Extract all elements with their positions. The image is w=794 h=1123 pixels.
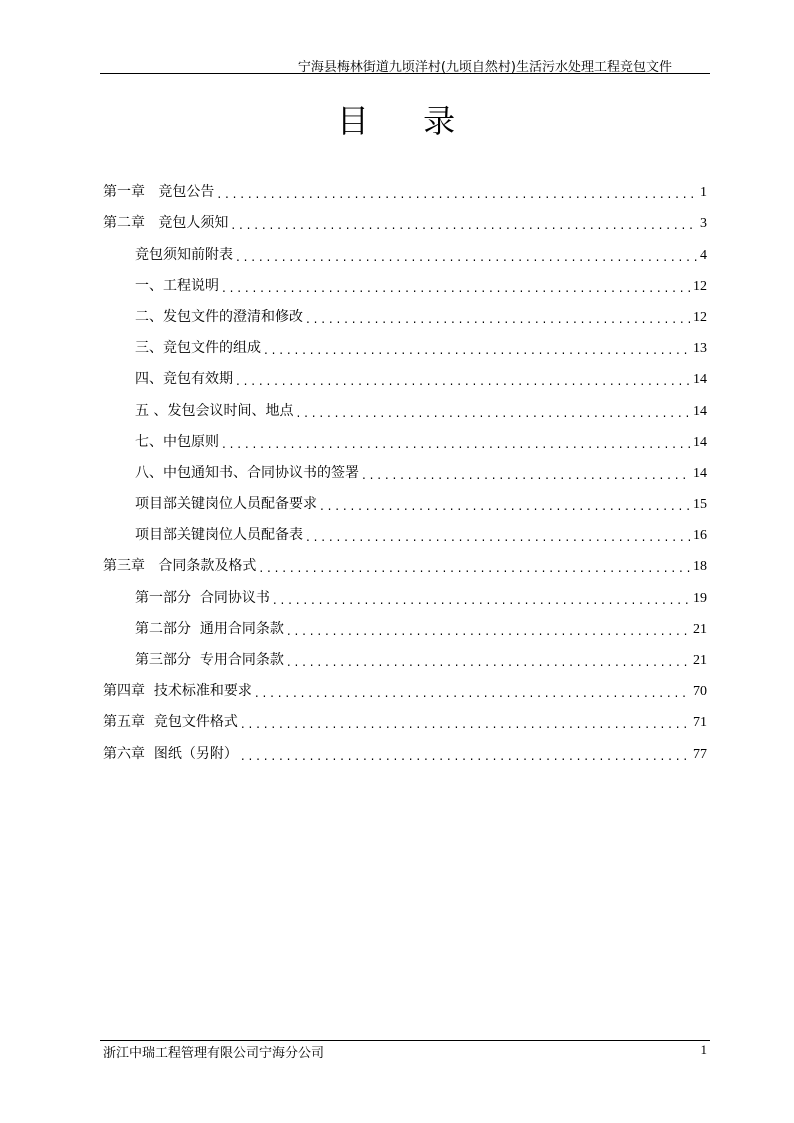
toc-leader-dots bbox=[287, 624, 690, 638]
toc-entry-label: 第一部分 合同协议书 bbox=[135, 589, 270, 606]
toc-entry[interactable] bbox=[103, 392, 707, 423]
toc-entry-page: 14 bbox=[693, 465, 707, 481]
toc-entry[interactable] bbox=[103, 330, 707, 361]
toc-leader-dots bbox=[217, 187, 697, 201]
toc-entry-page: 12 bbox=[693, 309, 707, 325]
toc-leader-dots bbox=[320, 499, 690, 513]
toc-entry[interactable] bbox=[103, 205, 707, 236]
toc-entry[interactable] bbox=[103, 517, 707, 548]
toc-leader-dots bbox=[222, 437, 690, 451]
toc-entry[interactable] bbox=[103, 579, 707, 610]
toc-leader-dots bbox=[362, 468, 690, 482]
toc-entry-label: 项目部关键岗位人员配备表 bbox=[135, 527, 303, 544]
toc-leader-dots bbox=[241, 749, 690, 763]
page-title: 目 录 bbox=[336, 102, 478, 140]
toc-entry-label: 二、发包文件的澄清和修改 bbox=[135, 308, 303, 325]
toc-entry-page: 4 bbox=[700, 247, 707, 263]
toc-leader-dots bbox=[296, 406, 690, 420]
toc-entry-label: 八、中包通知书、合同协议书的签署 bbox=[135, 464, 359, 481]
toc-entry-label: 一、工程说明 bbox=[135, 277, 219, 294]
toc-entry[interactable] bbox=[103, 673, 707, 704]
header-divider bbox=[100, 73, 710, 74]
toc-leader-dots bbox=[306, 312, 690, 326]
toc-entry[interactable] bbox=[103, 704, 707, 735]
toc-entry-label: 第四章 技术标准和要求 bbox=[103, 683, 252, 700]
toc-entry[interactable] bbox=[103, 611, 707, 642]
toc-leader-dots bbox=[273, 593, 690, 607]
toc-entry[interactable] bbox=[103, 268, 707, 299]
toc-entry-label: 项目部关键岗位人员配备要求 bbox=[135, 496, 317, 513]
toc-leader-dots bbox=[264, 343, 690, 357]
toc-entry-page: 71 bbox=[693, 715, 707, 731]
toc-entry[interactable] bbox=[103, 642, 707, 673]
toc-entry-label: 第三部分 专用合同条款 bbox=[135, 652, 284, 668]
toc-entry-label: 第二部分 通用合同条款 bbox=[135, 620, 284, 637]
footer-divider bbox=[100, 1040, 710, 1041]
toc-entry-page: 14 bbox=[693, 434, 707, 450]
toc-entry-label: 五 、发包会议时间、地点 bbox=[135, 402, 294, 419]
toc-entry[interactable] bbox=[103, 174, 707, 205]
toc-entry-label: 七、中包原则 bbox=[135, 433, 219, 450]
toc-entry-label: 第二章 竞包人须知 bbox=[103, 215, 229, 232]
toc-entry-page: 1 bbox=[700, 185, 707, 201]
footer-page-number: 1 bbox=[700, 1042, 707, 1057]
toc-entry-page: 13 bbox=[693, 341, 707, 357]
toc-entry-label: 三、竞包文件的组成 bbox=[135, 340, 261, 357]
toc-leader-dots bbox=[236, 374, 690, 388]
table-of-contents bbox=[103, 174, 707, 767]
toc-entry[interactable] bbox=[103, 735, 707, 766]
toc-leader-dots bbox=[231, 218, 697, 232]
toc-entry-label: 第一章 竞包公告 bbox=[103, 184, 215, 201]
running-header: 宁海县梅林街道九顷洋村(九顷自然村)生活污水处理工程竞包文件 bbox=[297, 60, 672, 75]
toc-entry[interactable] bbox=[103, 236, 707, 267]
toc-entry[interactable] bbox=[103, 299, 707, 330]
toc-leader-dots bbox=[241, 717, 690, 731]
toc-entry-page: 14 bbox=[693, 372, 707, 388]
footer-company: 浙江中瑞工程管理有限公司宁海分公司 bbox=[103, 1046, 325, 1061]
toc-entry-page: 21 bbox=[693, 653, 707, 668]
toc-leader-dots bbox=[287, 655, 690, 669]
toc-entry-page: 12 bbox=[693, 278, 707, 294]
toc-entry-page: 77 bbox=[693, 746, 707, 762]
toc-entry[interactable] bbox=[103, 424, 707, 455]
toc-entry-label: 第六章 图纸（另附） bbox=[103, 745, 238, 762]
toc-entry-page: 70 bbox=[693, 684, 707, 700]
toc-entry-page: 14 bbox=[693, 403, 707, 419]
toc-entry[interactable] bbox=[103, 455, 707, 486]
toc-entry-page: 21 bbox=[693, 621, 707, 637]
toc-entry-page: 3 bbox=[700, 216, 707, 232]
toc-leader-dots bbox=[306, 530, 690, 544]
toc-entry[interactable] bbox=[103, 486, 707, 517]
toc-entry-label: 四、竞包有效期 bbox=[135, 371, 233, 388]
toc-entry[interactable] bbox=[103, 361, 707, 392]
toc-entry-page: 16 bbox=[693, 528, 707, 544]
toc-entry-page: 15 bbox=[693, 497, 707, 513]
toc-entry-page: 18 bbox=[693, 559, 707, 575]
toc-entry[interactable] bbox=[103, 548, 707, 579]
toc-entry-page: 19 bbox=[693, 590, 707, 606]
toc-entry-label: 第五章 竞包文件格式 bbox=[103, 714, 238, 731]
toc-entry-label: 竞包须知前附表 bbox=[135, 246, 233, 263]
toc-leader-dots bbox=[222, 281, 690, 295]
toc-leader-dots bbox=[236, 250, 697, 264]
toc-leader-dots bbox=[259, 561, 690, 575]
toc-entry-label: 第三章 合同条款及格式 bbox=[103, 558, 257, 575]
toc-leader-dots bbox=[255, 686, 690, 700]
